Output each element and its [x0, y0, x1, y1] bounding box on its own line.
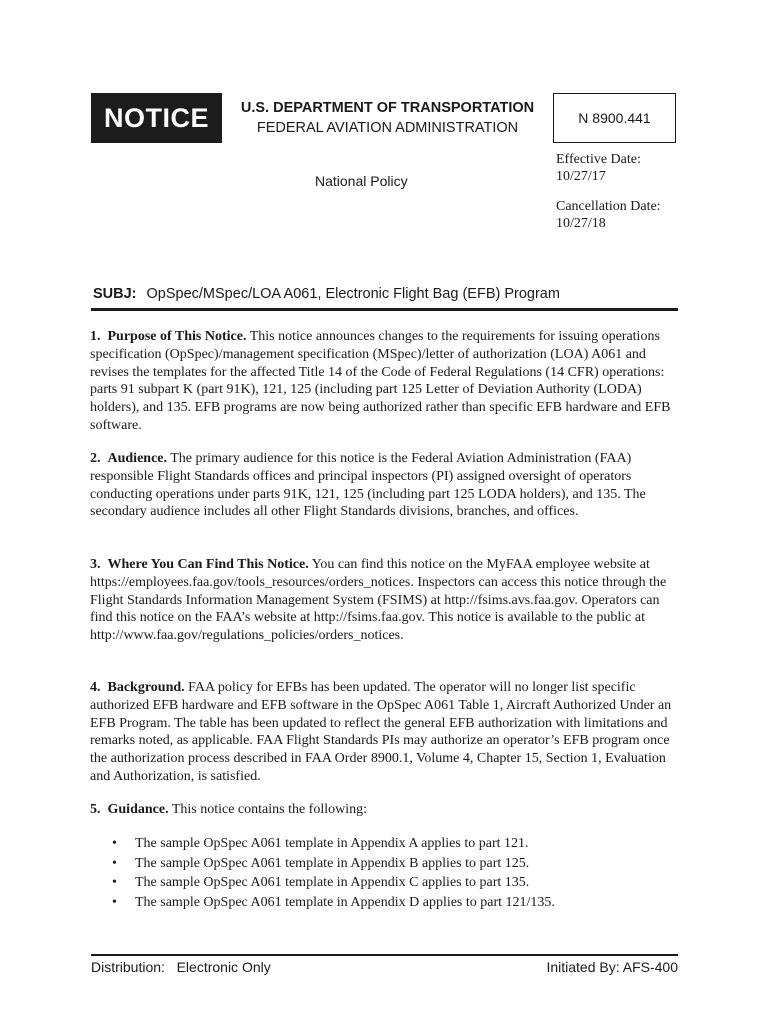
list-item: • The sample OpSpec A061 template in Appendix D applies to part 121/135. [90, 893, 680, 913]
cancellation-date-block [556, 198, 661, 232]
policy-type: National Policy [315, 173, 408, 189]
department-name: U.S. DEPARTMENT OF TRANSPORTATION [240, 100, 535, 116]
cancellation-date: 10/27/18 [556, 216, 606, 231]
list-item: • The sample OpSpec A061 template in Appendix B applies to part 125. [90, 854, 680, 874]
section-body: The primary audience for this notice is the Federal Aviation Administration (FAA) responsible Flight Standards offices and principal inspectors (PI) assigned oversight of operators conducting operations under parts 91K, 121, 125 (including part 125 LODA holders), and 135. The secondary audience includes all other Flight Standards divisions, branches, and offices. [90, 451, 646, 520]
effective-date: 10/27/17 [556, 169, 606, 184]
list-item: • The sample OpSpec A061 template in Appendix C applies to part 135. [90, 873, 680, 893]
cancellation-date-label: Cancellation Date: [556, 199, 661, 214]
section-body: This notice announces changes to the requirements for issuing operations specification (OpSpec)/management specification (MSpec)/letter of authorization (LOA) A061 and revises the templates for the affected Title 14 of the Code of Federal Regulations (14 CFR) operations: parts 91 subpart K (part 91K), 121, 125 (including part 125 Letter of Deviation Authority (LODA) holders), and 135. EFB programs are now being authorized rather than specific EFB hardware and EFB software. [90, 329, 671, 433]
section-purpose [90, 328, 678, 435]
notice-number: N 8900.441 [553, 93, 676, 143]
section-guidance [90, 801, 678, 819]
agency-name: FEDERAL AVIATION ADMINISTRATION [256, 120, 519, 136]
section-where-to-find [90, 556, 678, 645]
section-body: FAA policy for EFBs has been updated. The operator will no longer list specific authorized EFB hardware and EFB software in the OpSpec A061 Table 1, Aircraft Authorized Under an EFB Program. The table has been updated to reflect the general EFB authorization with limitations and remarks noted, as applicable. FAA Flight Standards PIs may authorize an operator’s EFB program once the authorization process described in FAA Order 8900.1, Volume 4, Chapter 15, Section 1, Evaluation and Authorization, is satisfied. [90, 680, 672, 784]
section-heading: 3. Where You Can Find This Notice. [90, 557, 309, 572]
section-background [90, 679, 678, 786]
effective-date-block [556, 151, 641, 185]
subject-line [93, 286, 678, 302]
section-body: You can find this notice on the MyFAA employee website at https://employees.faa.gov/tools_resources/orders_notices. Inspectors can access this notice through the Flight Standards Information Management System (FSIMS) at http://fsims.avs.faa.gov. Operators can find this notice on the FAA’s website at http://fsims.faa.gov. This notice is available to the public at http://www.faa.gov/regulations_policies/orders_notices. [90, 557, 667, 644]
bullet-icon: • [112, 855, 117, 871]
section-heading: 1. Purpose of This Notice. [90, 329, 247, 344]
section-heading: 5. Guidance. [90, 802, 169, 817]
subject-text: OpSpec/MSpec/LOA A061, Electronic Flight Bag (EFB) Program [146, 286, 560, 302]
bullet-icon: • [112, 836, 117, 851]
effective-date-label: Effective Date: [556, 152, 641, 167]
notice-label: NOTICE [91, 93, 222, 143]
section-audience [90, 450, 678, 521]
initiated-by-text: Initiated By: AFS-400 [546, 959, 678, 975]
section-body: This notice contains the following: [168, 802, 368, 817]
bullet-icon: • [112, 894, 117, 910]
list-item: • The sample OpSpec A061 template in Appendix A applies to part 121. [90, 834, 680, 854]
section-heading: 4. Background. [90, 680, 185, 695]
subject-label: SUBJ: [93, 286, 137, 302]
bullet-icon: • [112, 875, 117, 890]
distribution-text: Distribution: Electronic Only [91, 959, 271, 975]
guidance-list [90, 834, 680, 912]
footer-divider [91, 954, 678, 956]
header-divider [91, 308, 678, 311]
section-heading: 2. Audience. [90, 451, 167, 466]
